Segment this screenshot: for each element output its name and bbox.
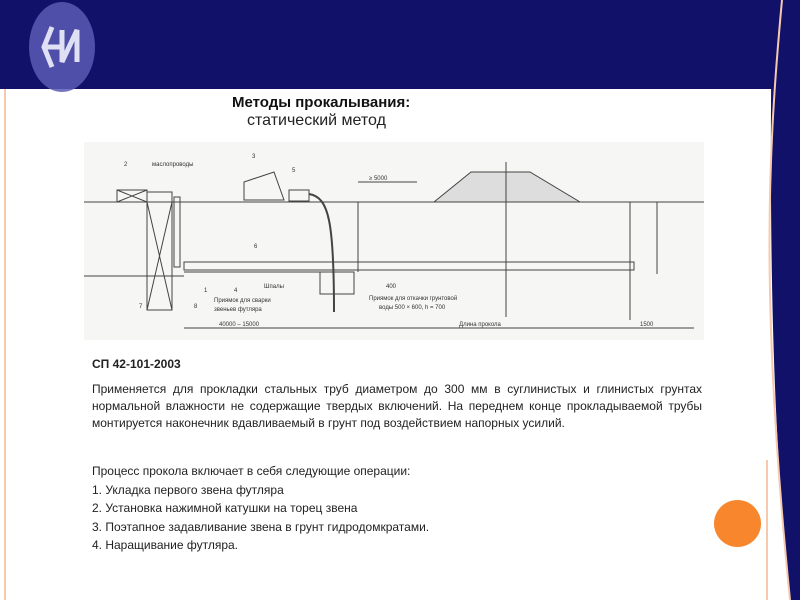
label-oil-lines: маслопроводы [152,162,194,168]
label-7: 7 [139,304,143,310]
slide-subtitle: статический метод [247,112,386,129]
label-pump-pit: Приямок для откачки грунтовой [369,296,458,302]
label-pump-pit-2: воды 500 × 600, h = 700 [379,305,446,311]
label-1: 1 [204,288,208,294]
label-sleepers: Шпалы [264,284,284,290]
operation-item: 4. Наращивание футляра. [92,538,239,552]
label-2: 2 [124,162,128,168]
operations-intro: Процесс прокола включает в себя следующие операции: [92,464,411,478]
label-3: 3 [252,154,256,160]
puncture-method-diagram [84,142,704,340]
operations-list [92,462,429,555]
label-pit-length: 40000 – 15000 [219,322,260,328]
operation-item: 2. Установка нажимной катушки на торец звена [92,501,358,515]
operation-item: 1. Укладка первого звена футляра [92,482,284,497]
label-weld-pit: Приямок для сварки [214,298,271,304]
label-min-distance: ≥ 5000 [369,176,388,182]
label-1500: 1500 [640,322,654,328]
label-puncture-length: Длина прокола [459,322,501,328]
label-5: 5 [292,168,296,174]
standard-code: СП 42-101-2003 [92,357,181,371]
label-8: 8 [194,304,198,310]
logo-icon [22,2,122,92]
operation-item: 3. Поэтапное задавливание звена в грунт гидродомкратами. [92,519,430,534]
label-6: 6 [254,244,258,250]
label-4: 4 [234,288,238,294]
slide-title: Методы прокалывания: [232,94,411,111]
label-weld-pit-2: звеньев футляра [214,307,262,313]
description-paragraph: Применяется для прокладки стальных труб диаметром до 300 мм в суглинистых и глинистых грунтах нормальной влажности не содержащие твердых включений. На переднем конце прокладываемой трубы монтируется наконечник вдавливаемый в грунт под воздействием напорных усилий. [92,382,702,430]
label-depth: 400 [386,284,397,290]
orange-circle-decoration [714,500,761,547]
